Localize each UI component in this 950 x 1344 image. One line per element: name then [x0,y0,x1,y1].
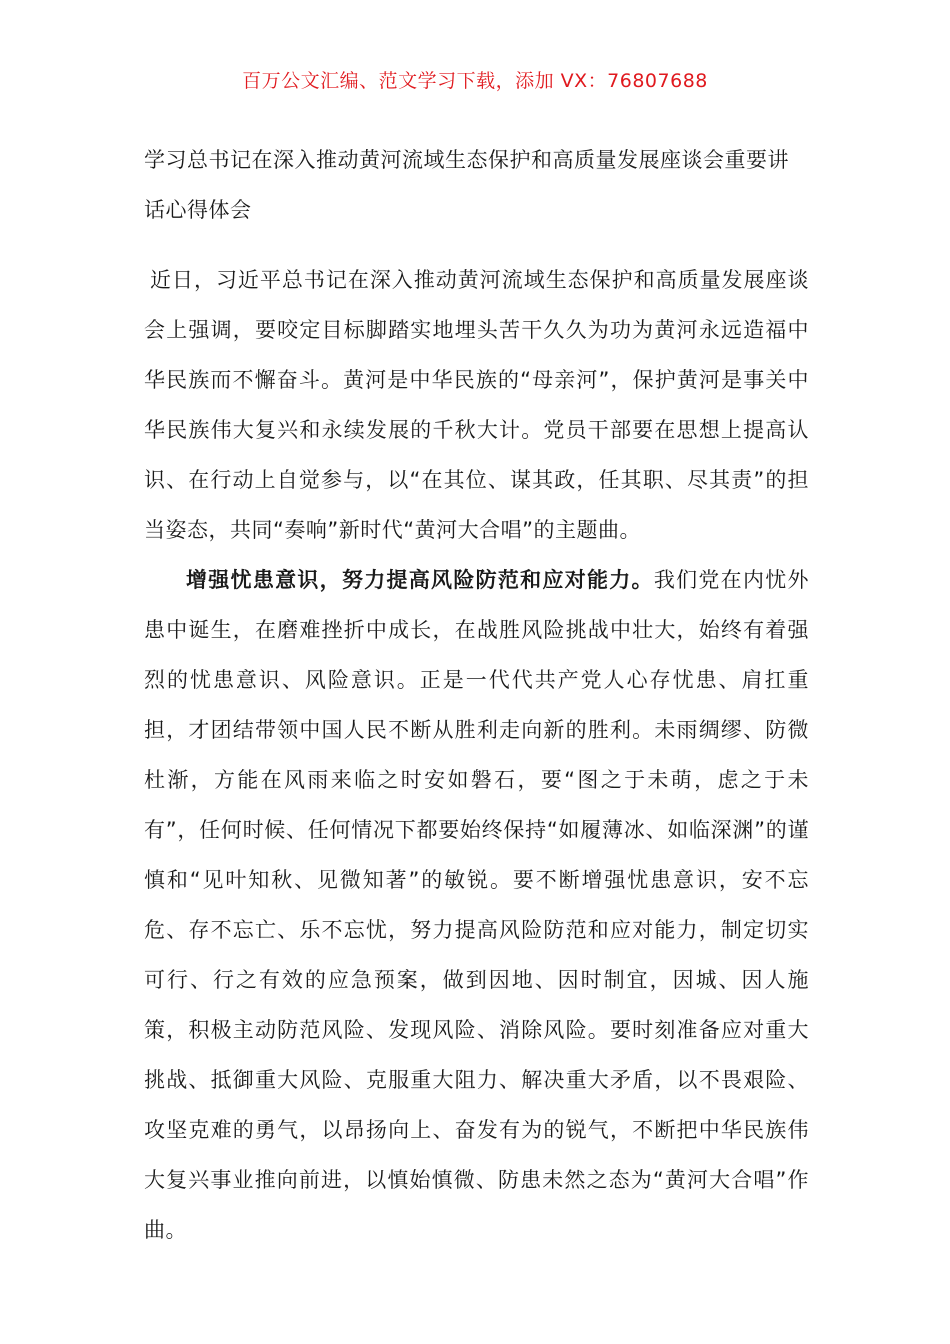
paragraph-intro [144,255,809,555]
document-title: 学习总书记在深入推动黄河流域生态保护和高质量发展座谈会重要讲话心得体会 [144,148,789,222]
paragraph-risk-text: 我们党在内忧外患中诞生，在磨难挫折中成长，在战胜风险挑战中壮大，始终有着强烈的忧患意识、风险意识。正是一代代共产党人心存忧患、肩扛重担，才团结带领中国人民不断从胜利走向新的胜利。未雨绸缪、防微杜渐，方能在风雨来临之时安如磐石，要“图之于未萌，虑之于未有”，任何时候、任何情况下都要始终保持“如履薄冰、如临深渊”的谨慎和“见叶知秋、见微知著”的敏锐。要不断增强忧患意识，安不忘危、存不忘亡、乐不忘忧，努力提高风险防范和应对能力，制定切实可行、行之有效的应急预案，做到因地、因时制宜，因城、因人施策，积极主动防范风险、发现风险、消除风险。要时刻准备应对重大挑战、抵御重大风险、克服重大阻力、解决重大矛盾，以不畏艰险、攻坚克难的勇气，以昂扬向上、奋发有为的锐气，不断把中华民族伟大复兴事业推向前进，以慎始慎微、防患未然之态为“黄河大合唱”作曲。 [144,568,810,1242]
document-body [144,135,809,1255]
paragraph-intro-text: 近日，习近平总书记在深入推动黄河流域生态保护和高质量发展座谈会上强调，要咬定目标脚踏实地埋头苦干久久为功为黄河永远造福中华民族而不懈奋斗。黄河是中华民族的“母亲河”，保护黄河是事关中华民族伟大复兴和永续发展的千秋大计。党员干部要在思想上提高认识、在行动上自觉参与，以“在其位、谋其政，任其职、尽其责”的担当姿态，共同“奏响”新时代“黄河大合唱”的主题曲。 [144,268,809,542]
paragraph-risk [144,555,809,1255]
watermark-header: 百万公文汇编、范文学习下载，添加 VX：76807688 [242,70,708,92]
paragraph-risk-lead: 增强忧患意识，努力提高风险防范和应对能力。 [186,568,654,592]
